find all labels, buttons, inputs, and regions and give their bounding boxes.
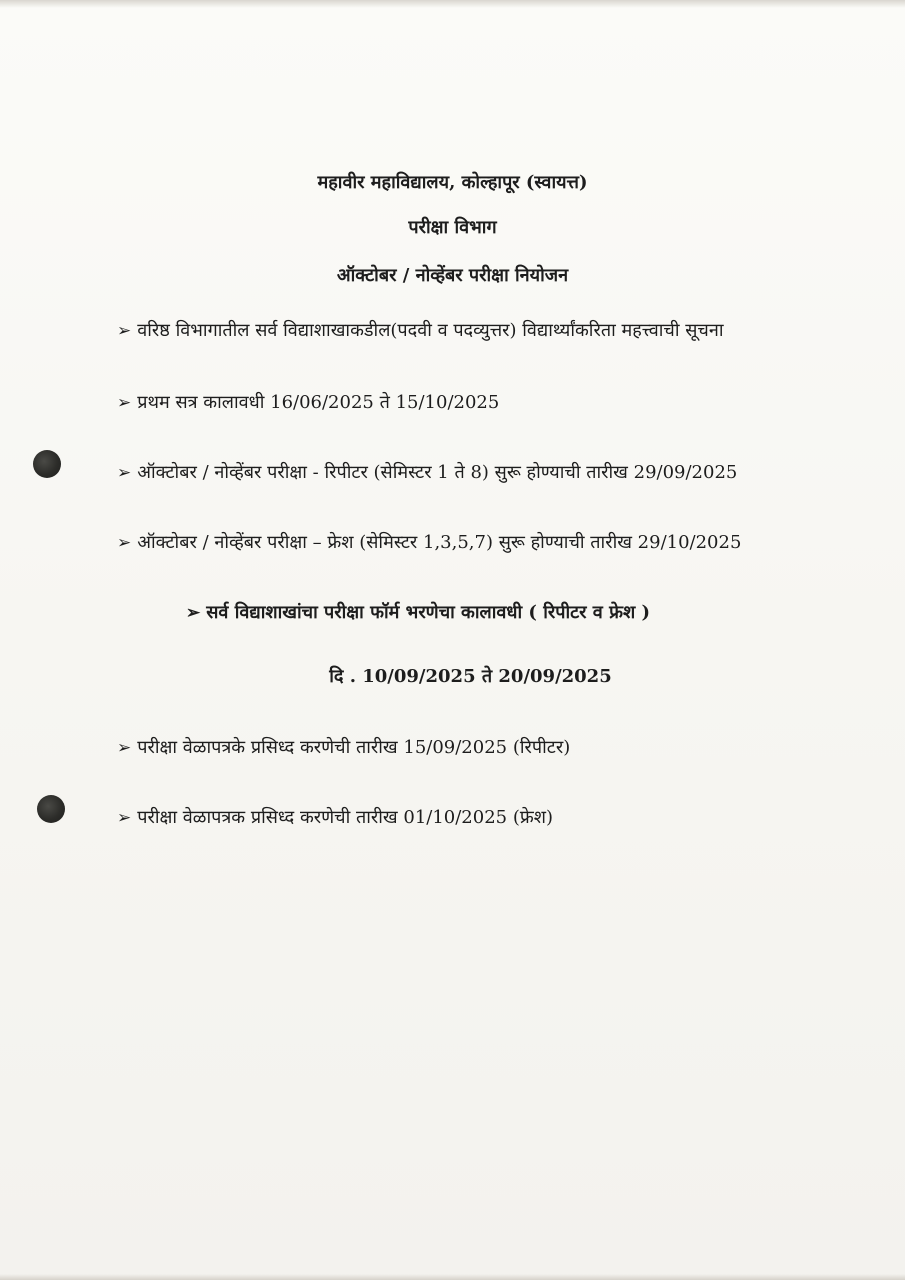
notice-item <box>117 460 737 484</box>
notice-item-text: ऑक्टोबर / नोव्हेंबर परीक्षा – फ्रेश (सेमिस्टर 1,3,5,7) सुरू होण्याची तारीख 29/10/2025 <box>137 532 742 553</box>
paper-top-edge <box>0 0 905 8</box>
arrow-bullet-icon: ➢ <box>117 808 132 828</box>
notice-item <box>117 530 741 554</box>
arrow-bullet-icon: ➢ <box>117 533 132 553</box>
notice-item-text: परीक्षा वेळापत्रक प्रसिध्द करणेची तारीख 01/10/2025 (फ्रेश) <box>137 807 553 828</box>
notice-item <box>117 318 723 342</box>
notice-item-text: सर्व विद्याशाखांचा परीक्षा फॉर्म भरणेचा कालावधी ( रिपीटर व फ्रेश ) <box>206 602 650 623</box>
punch-hole-icon <box>33 450 61 478</box>
arrow-bullet-icon: ➢ <box>117 463 132 483</box>
punch-hole-icon <box>37 795 65 823</box>
notice-subject: ऑक्टोबर / नोव्हेंबर परीक्षा नियोजन <box>336 265 569 286</box>
arrow-bullet-icon: ➢ <box>117 738 132 758</box>
notice-item-text: प्रथम सत्र कालावधी 16/06/2025 ते 15/10/2025 <box>137 392 500 413</box>
form-period-heading <box>186 600 650 624</box>
arrow-bullet-icon: ➢ <box>117 393 132 413</box>
institution-title: महावीर महाविद्यालय, कोल्हापूर (स्वायत्त) <box>317 172 588 193</box>
notice-item <box>117 805 553 829</box>
notice-item <box>117 390 499 414</box>
arrow-bullet-icon: ➢ <box>117 321 132 341</box>
arrow-bullet-icon: ➢ <box>186 603 201 623</box>
form-period-dates: दि . 10/09/2025 ते 20/09/2025 <box>329 666 612 687</box>
notice-item <box>117 735 570 759</box>
paper-bottom-edge <box>0 1274 905 1280</box>
notice-item-text: वरिष्ठ विभागातील सर्व विद्याशाखाकडील(पदवी व पदव्युत्तर) विद्यार्थ्यांकरिता महत्त्वाची सूचना <box>137 320 724 341</box>
department-title: परीक्षा विभाग <box>408 217 497 238</box>
notice-item-text: ऑक्टोबर / नोव्हेंबर परीक्षा - रिपीटर (सेमिस्टर 1 ते 8) सुरू होण्याची तारीख 29/09/2025 <box>137 462 738 483</box>
notice-item-text: परीक्षा वेळापत्रके प्रसिध्द करणेची तारीख 15/09/2025 (रिपीटर) <box>137 737 571 758</box>
